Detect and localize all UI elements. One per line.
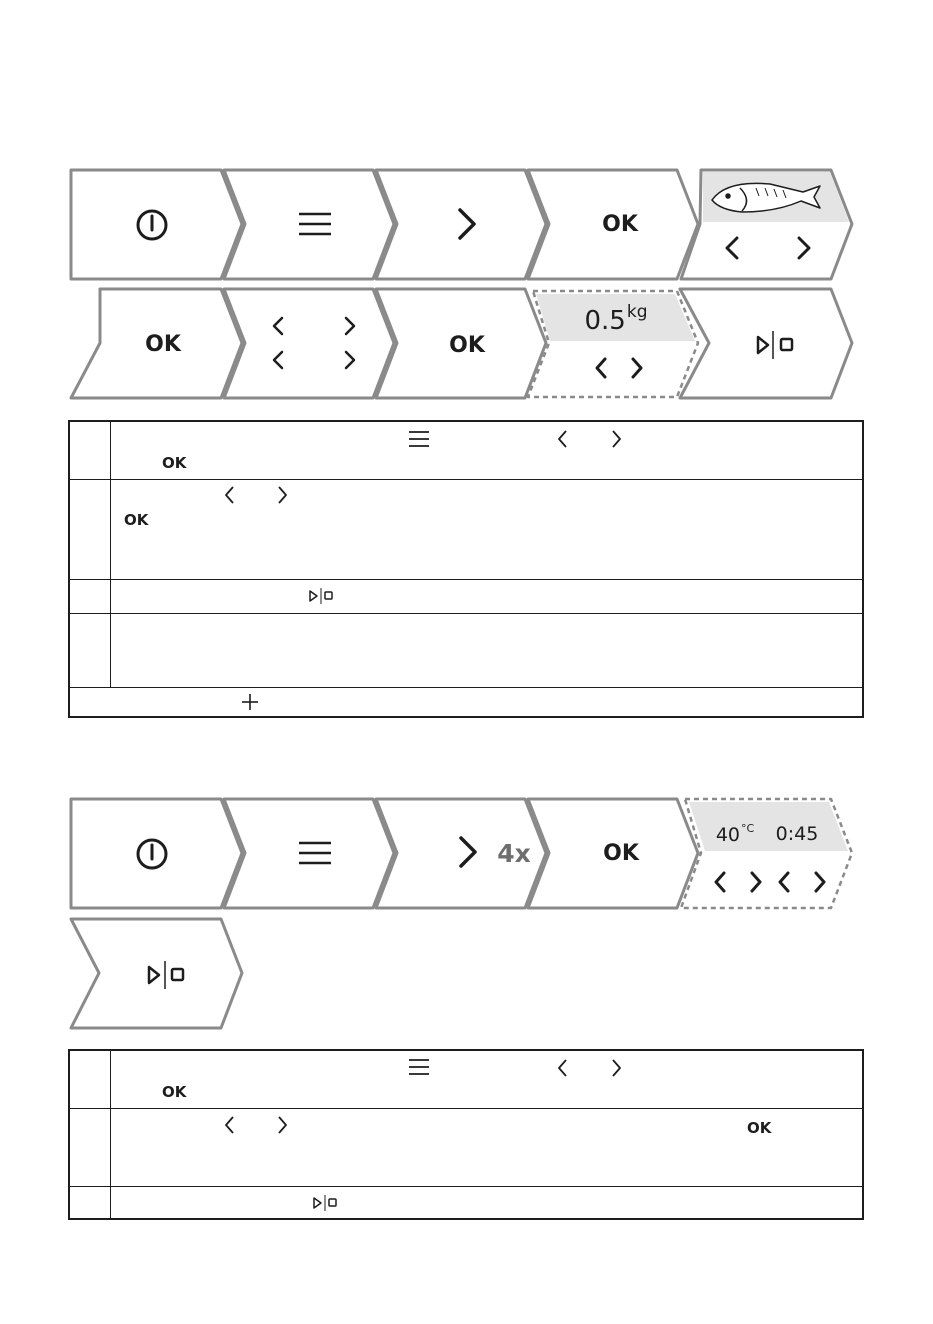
table-row [70, 579, 862, 613]
s2-step-temp-time [681, 799, 852, 908]
steps-table-1 [68, 420, 864, 718]
table-row [70, 687, 862, 718]
step-number-cell [70, 480, 111, 579]
menu-icon [408, 429, 430, 449]
table-row [70, 1051, 862, 1108]
table-row [70, 1186, 862, 1220]
s1-step-adjust [224, 289, 394, 398]
ok-button-label: OK [747, 1119, 772, 1137]
chevron-right-icon [610, 1058, 622, 1078]
s1-step-menu [224, 170, 394, 279]
s2-step-menu [224, 799, 394, 908]
table-row [70, 479, 862, 579]
s2-step-next-4x [376, 799, 546, 908]
start-stop-icon [312, 1194, 338, 1212]
s1-step-next [376, 170, 546, 279]
step-number-cell [70, 422, 111, 479]
ok-button-label: OK [162, 1083, 187, 1101]
s2-step-start [71, 919, 242, 1028]
table-row [70, 613, 862, 687]
s1-step-ok-1 [528, 170, 698, 279]
plus-icon [241, 693, 259, 711]
temperature-value: $40^{^\circ C}$ [715, 822, 755, 846]
step-number-cell [70, 1109, 111, 1186]
ok-label: OK [603, 841, 639, 866]
chevron-left-icon [557, 429, 569, 449]
step-number-cell [70, 614, 111, 687]
chevron-left-icon [557, 1058, 569, 1078]
ok-label: OK [145, 332, 181, 357]
table-row [70, 1108, 862, 1186]
step-number-cell [70, 580, 111, 613]
s1-step-start [680, 289, 852, 398]
chevron-right-icon [276, 485, 288, 505]
s1-step-weight [528, 291, 698, 397]
step-number-cell [70, 1187, 111, 1220]
chevron-right-icon [276, 1115, 288, 1135]
s1-step-ok-3 [376, 289, 546, 398]
chevron-left-icon [224, 1115, 236, 1135]
start-stop-icon [308, 587, 334, 605]
step-number-cell [70, 1051, 111, 1108]
time-value: 0:45 [775, 823, 819, 845]
s1-step-fish-program [681, 170, 852, 279]
weight-value: $0.5^{kg}$ [584, 302, 648, 336]
chevron-left-icon [224, 485, 236, 505]
steps-table-2 [68, 1049, 864, 1220]
ok-label: OK [602, 212, 638, 237]
repeat-count: 4x [497, 839, 531, 868]
s2-step-ok [528, 799, 698, 908]
ok-button-label: OK [124, 511, 149, 529]
chevron-right-icon [610, 429, 622, 449]
ok-label: OK [449, 333, 485, 358]
s1-step-power [71, 170, 242, 279]
s2-step-power [71, 799, 242, 908]
menu-icon [408, 1057, 430, 1077]
s1-step-ok-2 [71, 289, 242, 398]
ok-button-label: OK [162, 454, 187, 472]
table-row [70, 422, 862, 479]
